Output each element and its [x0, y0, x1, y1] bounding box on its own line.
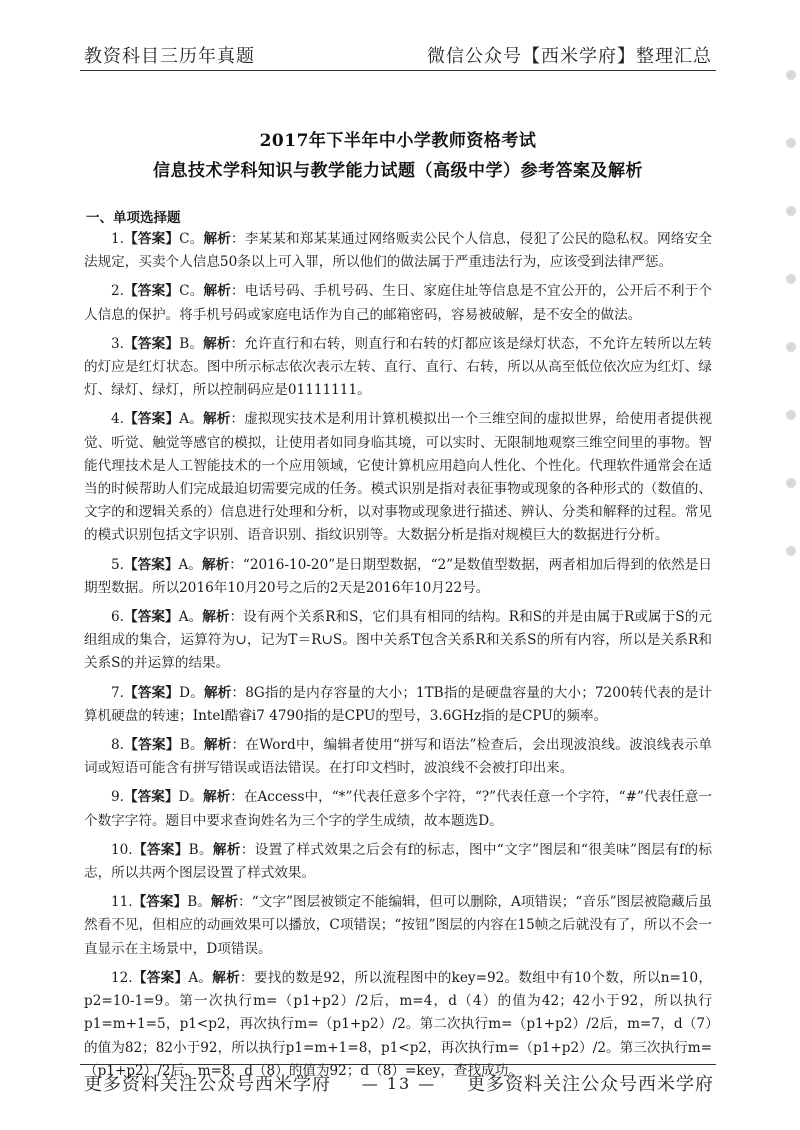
document-title: 2017年下半年中小学教师资格考试 [259, 131, 537, 151]
document-subtitle: 信息技术学科知识与教学能力试题（高级中学）参考答案及解析 [153, 161, 643, 181]
answer-choice: C。 [179, 283, 204, 300]
header-right-text: 微信公众号【西米学府】整理汇总 [427, 46, 712, 67]
analysis-text: ：要找的数是92，所以流程图中的key=92。数组中有10个数，所以n=10，p2=10-1=9。第一次执行m=（p1+p2）/2后，m=4，d（4）的值为42；42小于92，所以执行p1=m+1=5，p1<p2，再次执行m=（p1+p2）/2。第二次执行m=（p1+p2）/2后，m=7，d（7）的值为82；82小于92，所以执行p1=m+1=8，p1<p2，再次执行m=（p1+p2）/2。第三次执行m=（p1+p2）/2后，m=8，d（8）的值为92；d（8）=key，查找成功。 [84, 969, 713, 1079]
answer-item [84, 606, 712, 676]
answer-label: 【答案】 [132, 969, 189, 986]
analysis-text: ：允许直行和右转，则直行和右转的灯都应该是绿灯状态，不允许左转所以左转的灯应是红灯状态。图中所示标志依次表示左转、直行、直行、右转，所以从高至低位依次应为红灯、绿灯、绿灯、绿灯，所以控制码应是01111111。 [84, 335, 713, 399]
analysis-text: ：设置了样式效果之后会有f的标志，图中“文字”图层和“很美味”图层有f的标志，所以共两个图层设置了样式效果。 [84, 841, 713, 882]
analysis-text: ：在Access中，“*”代表任意多个字符，“?”代表任意一个字符，“#”代表任意一个数字字符。题目中要求查询姓名为三个字的学生成绩，故本题选D。 [84, 789, 713, 829]
binding-hole [786, 70, 796, 80]
analysis-label: 解析 [203, 335, 231, 352]
analysis-label: 解析 [202, 556, 230, 573]
answer-item [84, 891, 712, 961]
answer-choice: D。 [178, 789, 203, 806]
page-number: — 13 — [361, 1073, 437, 1093]
item-number: 12. [111, 969, 133, 986]
binding-hole [786, 274, 796, 284]
footer-rule [80, 1064, 716, 1065]
analysis-label: 解析 [210, 894, 239, 911]
analysis-label: 解析 [212, 969, 241, 986]
answer-choice: B。 [188, 841, 213, 858]
answer-list [84, 228, 712, 1089]
binding-hole [786, 206, 796, 216]
item-number: 11. [111, 894, 133, 911]
analysis-text: ：电话号码、手机号码、生日、家庭住址等信息是不宜公开的，公开后不利于个人信息的保护。将手机号码或家庭电话作为自己的邮箱密码，容易被破解，是不安全的做法。 [84, 283, 713, 323]
answer-item [84, 786, 712, 832]
analysis-text: ：“文字”图层被锁定不能编辑，但可以删除，A项错误；“音乐”图层被隐藏后虽然看不见，但相应的动画效果可以播放，C项错误；“按钮”图层的内容在15帧之后就没有了，所以不会一直显示在主场景中，D项错误。 [84, 894, 712, 957]
item-number: 1. [111, 231, 124, 247]
analysis-label: 解析 [202, 411, 231, 428]
answer-label: 【答案】 [123, 231, 180, 247]
analysis-text: ：在Word中，编辑者使用“拼写和语法”检查后，会出现波浪线。波浪线表示单词或短语可能含有拼写错误或语法错误。在打印文档时，波浪线不会被打印出来。 [84, 737, 712, 777]
answer-label: 【答案】 [123, 556, 179, 573]
analysis-text: ：虚拟现实技术是利用计算机模拟出一个三维空间的虚拟世界，给使用者提供视觉、听觉、触觉等感官的模拟，让使用者如同身临其境，可以实时、无限制地观察三维空间里的事物。智能代理技术是人工智能技术的一个应用领域，它使计算机应用趋向人性化、个性化。代理软件通常会在适当的时候帮助人们完成最迫切需要完成的任务。模式识别是指对表征事物或现象的各种形式的（数值的、文字的和逻辑关系的）信息进行处理和分析，以对事物或现象进行描述、辨认、分类和解释的过程。常见的模式识别包括文字识别、语音识别、指纹识别等。大数据分析是指对规模巨大的数据进行分析。 [84, 411, 712, 544]
binding-hole [786, 138, 796, 148]
item-number: 6. [111, 609, 124, 626]
analysis-label: 解析 [202, 789, 231, 806]
analysis-label: 解析 [203, 737, 232, 754]
analysis-text: ：李某某和郑某某通过网络贩卖公民个人信息，侵犯了公民的隐私权。网络安全法规定，买卖个人信息50条以上可入罪，所以他们的做法属于严重违法行为，应该受到法律严惩。 [84, 231, 713, 271]
binding-hole [786, 546, 796, 556]
page-header [84, 42, 712, 68]
analysis-label: 解析 [203, 231, 231, 247]
answer-label: 【答案】 [123, 789, 179, 806]
binding-hole [786, 342, 796, 352]
answer-choice: B。 [179, 737, 204, 754]
answer-label: 【答案】 [123, 335, 180, 352]
answer-item [84, 408, 712, 547]
answer-choice: B。 [179, 335, 204, 352]
analysis-label: 解析 [212, 841, 241, 858]
analysis-text: ：8G指的是内存容量的大小；1TB指的是硬盘容量的大小；7200转代表的是计算机硬盘的转速；Intel酷睿i7 4790指的是CPU的型号，3.6GHz指的是CPU的频率。 [84, 684, 712, 724]
answer-item [84, 280, 712, 326]
item-number: 9. [111, 789, 124, 806]
answer-choice: B。 [187, 894, 211, 911]
item-number: 2. [111, 283, 124, 300]
answer-item [84, 839, 712, 885]
answer-choice: C。 [179, 231, 204, 247]
analysis-label: 解析 [202, 609, 230, 626]
answer-item [84, 228, 712, 274]
analysis-text: ：设有两个关系R和S，它们具有相同的结构。R和S的并是由属于R或属于S的元组组成的集合，运算符为∪，记为T＝R∪S。图中关系T包含关系R和关系S的所有内容，所以是关系R和关系S的并运算的结果。 [84, 609, 713, 672]
answer-label: 【答案】 [123, 411, 180, 428]
item-number: 3. [111, 335, 124, 352]
answer-item [84, 333, 712, 403]
analysis-text: ：“2016-10-20”是日期型数据，“2”是数值型数据，两者相加后得到的依然是日期型数据。所以2016年10月20号之后的2天是2016年10月22号。 [84, 556, 713, 596]
footer-right-text: 更多资料关注公众号西米学府 [467, 1074, 714, 1095]
answer-item [84, 734, 712, 780]
item-number: 7. [111, 684, 124, 701]
answer-item [84, 967, 712, 1083]
binding-hole [786, 478, 796, 488]
header-rule [80, 70, 716, 71]
binding-hole [786, 410, 796, 420]
answer-choice: A。 [178, 556, 203, 573]
answer-item [84, 682, 712, 728]
item-number: 8. [111, 737, 124, 754]
answer-label: 【答案】 [123, 609, 179, 626]
answer-label: 【答案】 [132, 894, 188, 911]
analysis-label: 解析 [203, 283, 231, 300]
answer-label: 【答案】 [132, 841, 189, 858]
answer-label: 【答案】 [123, 684, 180, 701]
analysis-label: 解析 [203, 684, 232, 701]
item-number: 4. [111, 411, 124, 428]
answer-item [84, 554, 712, 600]
page-footer [84, 1070, 714, 1096]
item-number: 5. [111, 556, 124, 573]
answer-choice: A。 [179, 411, 203, 428]
answer-choice: A。 [188, 969, 213, 986]
binding-holes [784, 70, 798, 630]
answer-choice: A。 [178, 609, 203, 626]
footer-left-text: 更多资料关注公众号西米学府 [84, 1074, 331, 1095]
item-number: 10. [111, 841, 133, 858]
section-heading: 一、单项选择题 [86, 210, 181, 226]
answer-label: 【答案】 [123, 737, 180, 754]
header-left-text: 教资科目三历年真题 [84, 46, 255, 67]
answer-label: 【答案】 [123, 283, 180, 300]
answer-choice: D。 [179, 684, 204, 701]
